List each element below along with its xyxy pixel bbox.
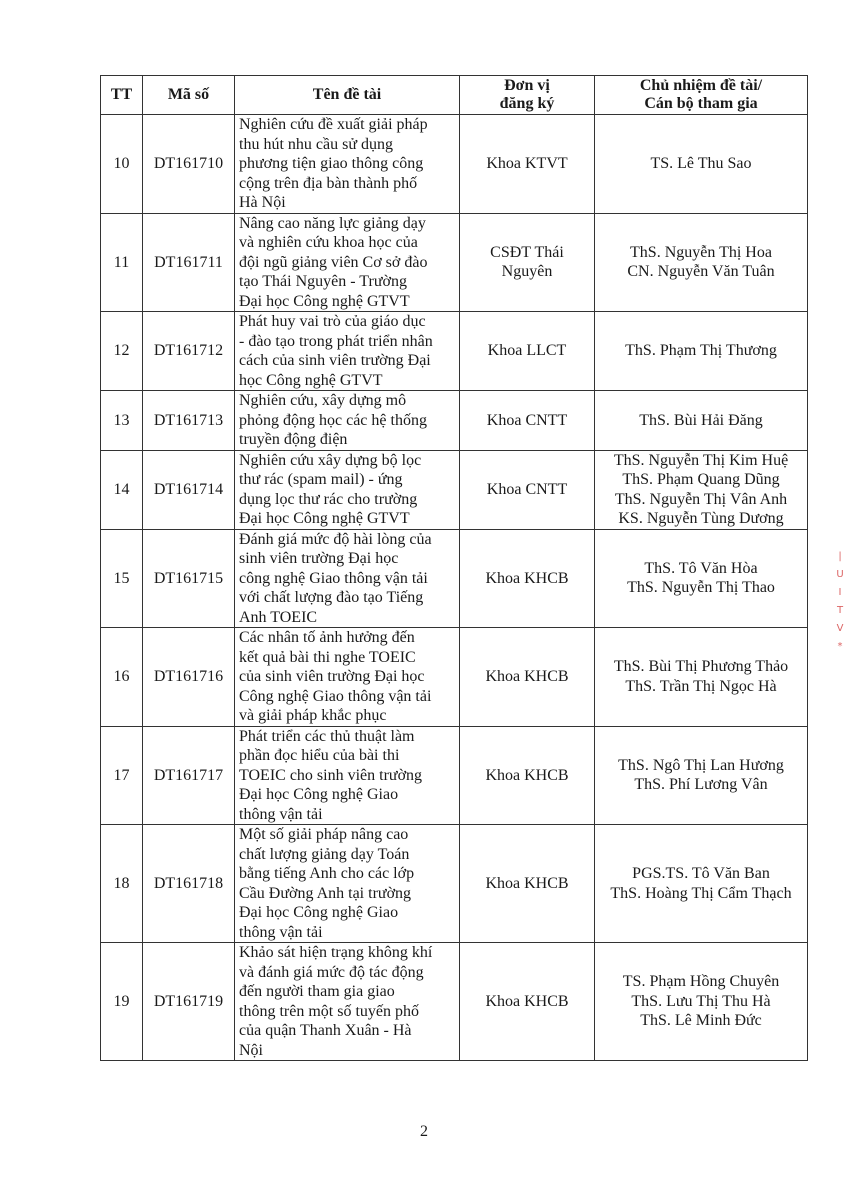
table-row	[101, 943, 808, 1061]
topic-title	[235, 115, 460, 214]
topic-title-line: Nghiên cứu, xây dựng mô	[239, 392, 407, 409]
topic-title-line: và nghiên cứu khoa học của	[239, 234, 418, 251]
topic-title	[235, 628, 460, 727]
topic-title	[235, 213, 460, 312]
topic-title	[235, 825, 460, 943]
header-code: Mã số	[143, 76, 235, 115]
topic-title-line: Anh TOEIC	[239, 608, 318, 626]
topic-title-line: phần đọc hiểu của bài thi	[239, 747, 400, 764]
topic-leaders	[595, 391, 808, 451]
header-title: Tên đề tài	[235, 76, 460, 115]
topic-title-line: Đại học Công nghệ GTVT	[239, 510, 410, 527]
header-unit-line-2: đăng ký	[499, 95, 555, 112]
topic-leaders	[595, 943, 808, 1061]
header-lead-line-1: Chủ nhiệm đề tài/	[639, 77, 763, 94]
margin-stamp-mark: | U I T V *	[836, 551, 844, 652]
topic-leader-name: ThS. Lưu Thị Thu Hà	[631, 992, 771, 1010]
topic-code: DT161711	[143, 213, 235, 312]
topic-leader-name: TS. Phạm Hồng Chuyên	[622, 973, 780, 991]
topic-title-line: thông trên một số tuyến phố	[239, 1002, 419, 1020]
topic-leader-name: ThS. Nguyễn Thị Hoa	[630, 243, 772, 261]
topic-code: DT161713	[143, 391, 235, 451]
topic-title-line: dụng lọc thư rác cho trường	[239, 490, 418, 508]
topic-leader-name: ThS. Bùi Thị Phương Thảo	[613, 658, 789, 676]
topic-leaders	[595, 529, 808, 628]
topic-title-line: thu hút nhu cầu sử dụng	[239, 135, 393, 153]
table-row	[101, 115, 808, 214]
registering-unit	[460, 450, 595, 529]
topic-code: DT161712	[143, 312, 235, 391]
topic-leaders	[595, 115, 808, 214]
topic-code: DT161714	[143, 450, 235, 529]
table-row	[101, 726, 808, 825]
table-row	[101, 450, 808, 529]
topic-title	[235, 312, 460, 391]
topic-title-line: và giải pháp khắc phục	[239, 707, 387, 724]
topic-leaders	[595, 726, 808, 825]
header-lead-line-2: Cán bộ tham gia	[644, 95, 758, 112]
table-row	[101, 391, 808, 451]
registering-unit-line: Khoa KHCB	[485, 874, 569, 892]
topic-title-line: đến người tham gia giao	[239, 983, 395, 1000]
row-number: 19	[101, 943, 143, 1061]
header-unit-line-1: Đơn vị	[504, 77, 550, 94]
registering-unit	[460, 943, 595, 1061]
header-tt: TT	[101, 76, 143, 115]
topic-title-line: TOEIC cho sinh viên trường	[239, 766, 423, 784]
topic-leader-name: ThS. Hoàng Thị Cẩm Thạch	[610, 884, 792, 902]
topic-title-line: học Công nghệ GTVT	[239, 371, 383, 389]
topic-leader-name: ThS. Nguyễn Thị Kim Huệ	[613, 451, 789, 469]
topic-title-line: Đánh giá mức độ hài lòng của	[239, 530, 432, 548]
topic-title-line: Cầu Đường Anh tại trường	[239, 884, 412, 902]
topic-title-line: và đánh giá mức độ tác động	[239, 963, 424, 981]
topic-leader-name: ThS. Phạm Quang Dũng	[622, 471, 780, 488]
topic-leader-name: ThS. Lê Minh Đức	[640, 1012, 762, 1030]
registering-unit	[460, 213, 595, 312]
page-number: 2	[420, 1123, 428, 1140]
registering-unit-line: Khoa CNTT	[486, 411, 568, 429]
topic-title-line: thông vận tải	[239, 923, 323, 941]
registering-unit	[460, 115, 595, 214]
row-number: 12	[101, 312, 143, 391]
table-row	[101, 213, 808, 312]
row-number: 16	[101, 628, 143, 727]
topic-title-line: - đào tạo trong phát triển nhân	[239, 332, 433, 350]
topic-leader-name: ThS. Phí Lương Vân	[634, 776, 768, 794]
registering-unit-line: CSĐT Thái	[490, 243, 564, 261]
topic-title-line: thông vận tải	[239, 805, 323, 823]
topic-leader-name: ThS. Bùi Hải Đăng	[639, 411, 763, 429]
topic-title-line: Hà Nội	[239, 194, 286, 211]
topic-title-line: đội ngũ giảng viên Cơ sở đào	[239, 253, 428, 271]
topic-title-line: tạo Thái Nguyên - Trường	[239, 273, 407, 290]
topic-title-line: Đại học Công nghệ GTVT	[239, 292, 410, 310]
topic-leader-name: PGS.TS. Tô Văn Ban	[632, 865, 770, 882]
row-number: 11	[101, 213, 143, 312]
topic-title-line: phương tiện giao thông công	[239, 155, 424, 172]
registering-unit-line: Khoa KHCB	[485, 992, 569, 1010]
topic-code: DT161717	[143, 726, 235, 825]
topic-title-line: của sinh viên trường Đại học	[239, 668, 425, 685]
topic-title-line: Nghiên cứu đề xuất giải pháp	[239, 116, 428, 133]
topic-code: DT161715	[143, 529, 235, 628]
topic-title-line: Phát triển các thủ thuật làm	[239, 727, 415, 745]
topic-title-line: sinh viên trường Đại học	[239, 550, 399, 567]
table-row	[101, 312, 808, 391]
topic-title-line: Nghiên cứu xây dựng bộ lọc	[239, 451, 422, 469]
topic-leaders	[595, 450, 808, 529]
topic-leader-name: ThS. Nguyễn Thị Thao	[627, 579, 775, 597]
topic-title-line: cộng trên địa bàn thành phố	[239, 174, 418, 192]
topic-title-line: truyền động điện	[239, 431, 348, 448]
topic-leader-name: ThS. Tô Văn Hòa	[644, 559, 758, 577]
registering-unit	[460, 312, 595, 391]
table-row	[101, 529, 808, 628]
topic-code: DT161716	[143, 628, 235, 727]
topic-title-line: thư rác (spam mail) - ứng	[239, 471, 403, 488]
topic-title-line: Nội	[239, 1041, 263, 1059]
row-number: 10	[101, 115, 143, 214]
topic-leader-name: TS. Lê Thu Sao	[650, 155, 752, 172]
registering-unit	[460, 628, 595, 727]
topic-leader-name: ThS. Nguyễn Thị Vân Anh	[614, 490, 788, 508]
topic-title	[235, 726, 460, 825]
topic-title-line: Một số giải pháp nâng cao	[239, 826, 409, 843]
topic-title-line: chất lượng giảng dạy Toán	[239, 845, 410, 863]
header-lead	[595, 76, 808, 115]
topic-title-line: Đại học Công nghệ Giao	[239, 904, 399, 921]
registering-unit-line: Khoa KHCB	[485, 668, 569, 685]
topic-code: DT161710	[143, 115, 235, 214]
topic-title-line: phỏng động học các hệ thống	[239, 411, 427, 429]
table-header	[101, 76, 808, 115]
row-number: 18	[101, 825, 143, 943]
topic-title	[235, 450, 460, 529]
topic-title-line: kết quả bài thi nghe TOEIC	[239, 648, 416, 666]
row-number: 15	[101, 529, 143, 628]
registering-unit	[460, 391, 595, 451]
registering-unit-line: Khoa KTVT	[486, 155, 568, 172]
row-number: 14	[101, 450, 143, 529]
topic-title-line: Nâng cao năng lực giảng dạy	[239, 214, 426, 232]
row-number: 13	[101, 391, 143, 451]
topic-leader-name: ThS. Ngô Thị Lan Hương	[618, 756, 784, 774]
topic-title-line: Công nghệ Giao thông vận tải	[239, 687, 432, 705]
registering-unit-line: Khoa LLCT	[487, 342, 567, 360]
table-row	[101, 628, 808, 727]
topic-leaders	[595, 628, 808, 727]
topic-title-line: Đại học Công nghệ Giao	[239, 786, 399, 803]
registering-unit-line: Nguyên	[501, 263, 553, 281]
topic-leaders	[595, 213, 808, 312]
registering-unit	[460, 726, 595, 825]
topic-title-line: cách của sinh viên trường Đại	[239, 352, 431, 369]
table-row	[101, 825, 808, 943]
table-body	[101, 115, 808, 1061]
registering-unit-line: Khoa KHCB	[485, 766, 569, 784]
topic-title-line: bằng tiếng Anh cho các lớp	[239, 865, 415, 882]
topic-leader-name: KS. Nguyễn Tùng Dương	[618, 510, 784, 527]
topic-title	[235, 529, 460, 628]
row-number: 17	[101, 726, 143, 825]
topic-leader-name: CN. Nguyễn Văn Tuân	[627, 263, 775, 281]
topic-title-line: Các nhân tố ảnh hưởng đến	[239, 629, 415, 646]
registering-unit-line: Khoa KHCB	[485, 569, 569, 587]
topic-title-line: công nghệ Giao thông vận tải	[239, 569, 428, 587]
topic-title-line: Phát huy vai trò của giáo dục	[239, 313, 426, 330]
topic-leader-name: ThS. Phạm Thị Thương	[625, 342, 777, 360]
topic-title-line: với chất lượng đào tạo Tiếng	[239, 589, 424, 606]
topic-leaders	[595, 312, 808, 391]
topic-title	[235, 943, 460, 1061]
topic-code: DT161719	[143, 943, 235, 1061]
registering-unit	[460, 825, 595, 943]
topic-code: DT161718	[143, 825, 235, 943]
registering-unit	[460, 529, 595, 628]
topic-leader-name: ThS. Trần Thị Ngọc Hà	[625, 677, 777, 695]
registering-unit-line: Khoa CNTT	[486, 480, 568, 498]
topic-title	[235, 391, 460, 451]
topic-leaders	[595, 825, 808, 943]
topic-title-line: Khảo sát hiện trạng không khí	[239, 944, 433, 961]
research-topics-table	[100, 75, 808, 1061]
header-unit	[460, 76, 595, 115]
header-row	[101, 76, 808, 115]
topic-title-line: của quận Thanh Xuân - Hà	[239, 1022, 412, 1039]
